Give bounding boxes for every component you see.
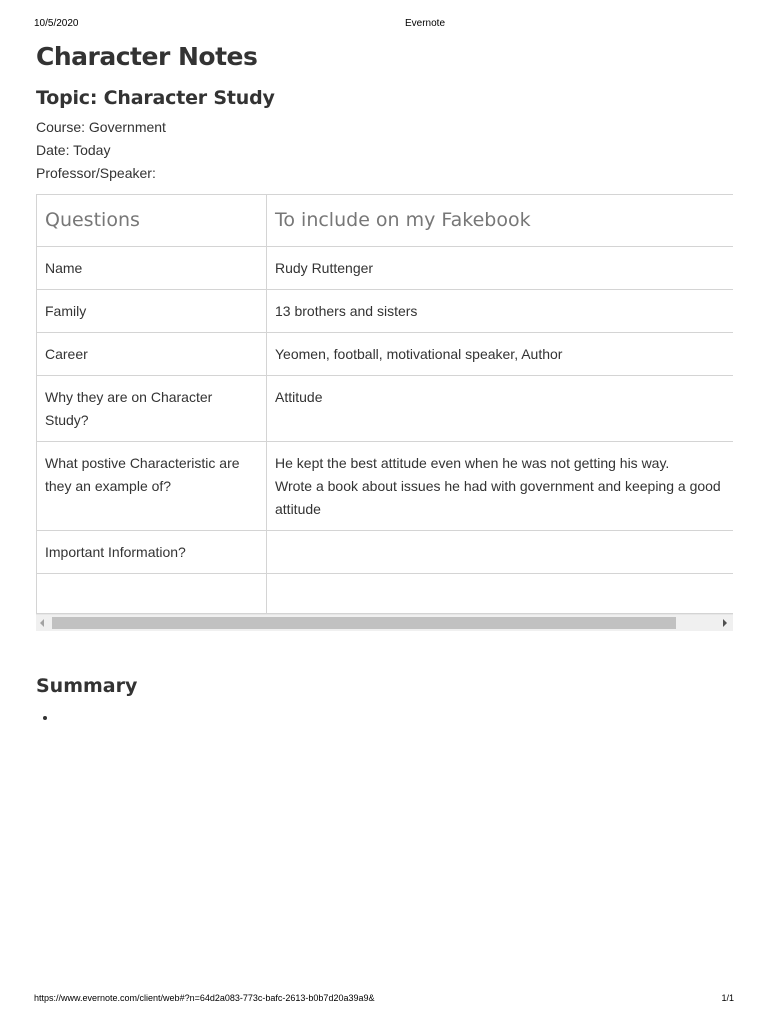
scroll-right-arrow-icon[interactable] — [723, 619, 727, 627]
answer-line: Attitude — [275, 389, 323, 405]
print-app-name: Evernote — [404, 18, 446, 29]
question-cell[interactable]: Family — [37, 290, 267, 333]
table-row — [37, 333, 734, 376]
print-footer — [0, 993, 768, 1007]
table-row — [37, 290, 734, 333]
question-cell[interactable]: Important Information? — [37, 531, 267, 574]
answer-line: Rudy Ruttenger — [275, 260, 374, 276]
answer-line: He kept the best attitude even when he was not getting his way. — [275, 455, 670, 471]
answer-cell[interactable] — [267, 531, 734, 574]
print-header — [0, 18, 768, 32]
print-page-number: 1/1 — [721, 993, 734, 1003]
answer-cell[interactable] — [267, 290, 734, 333]
scrollbar-thumb[interactable] — [52, 617, 676, 629]
print-date: 10/5/2020 — [34, 18, 79, 29]
answer-cell[interactable] — [267, 247, 734, 290]
meta-professor: Professor/Speaker: — [36, 165, 156, 181]
note-meta — [36, 116, 733, 185]
question-cell[interactable] — [37, 574, 267, 614]
answer-line: 13 brothers and sisters — [275, 303, 418, 319]
answer-cell[interactable] — [267, 442, 734, 531]
note-topic: Topic: Character Study — [36, 87, 275, 109]
scroll-left-arrow-icon[interactable] — [40, 619, 44, 627]
summary-bullet[interactable] — [58, 709, 733, 727]
question-cell[interactable]: Why they are on Character Study? — [37, 376, 267, 442]
answer-line: Wrote a book about issues he had with government and keeping a good attitude — [275, 478, 721, 517]
answer-cell[interactable] — [267, 376, 734, 442]
note-title: Character Notes — [36, 42, 258, 71]
meta-course: Course: Government — [36, 119, 166, 135]
summary-title: Summary — [36, 675, 138, 697]
question-cell[interactable]: Name — [37, 247, 267, 290]
header-fakebook: To include on my Fakebook — [267, 195, 734, 247]
answer-cell[interactable] — [267, 333, 734, 376]
table-row — [37, 376, 734, 442]
answer-line: Yeomen, football, motivational speaker, Author — [275, 346, 563, 362]
summary-list — [36, 709, 733, 727]
header-questions: Questions — [37, 195, 267, 247]
horizontal-scrollbar[interactable] — [36, 614, 733, 631]
answer-cell[interactable] — [267, 574, 734, 614]
table-row — [37, 247, 734, 290]
note-content — [36, 38, 733, 727]
table-header-row — [37, 195, 734, 247]
question-cell[interactable]: Career — [37, 333, 267, 376]
table-row — [37, 531, 734, 574]
print-url: https://www.evernote.com/client/web#?n=64d2a083-773c-bafc-2613-b0b7d20a39a9& — [34, 993, 375, 1003]
questions-table — [36, 194, 733, 614]
question-cell[interactable]: What postive Characteristic are they an example of? — [37, 442, 267, 531]
table-row — [37, 574, 734, 614]
table-row — [37, 442, 734, 531]
table-scroll-container[interactable] — [36, 194, 733, 614]
meta-date: Date: Today — [36, 142, 111, 158]
